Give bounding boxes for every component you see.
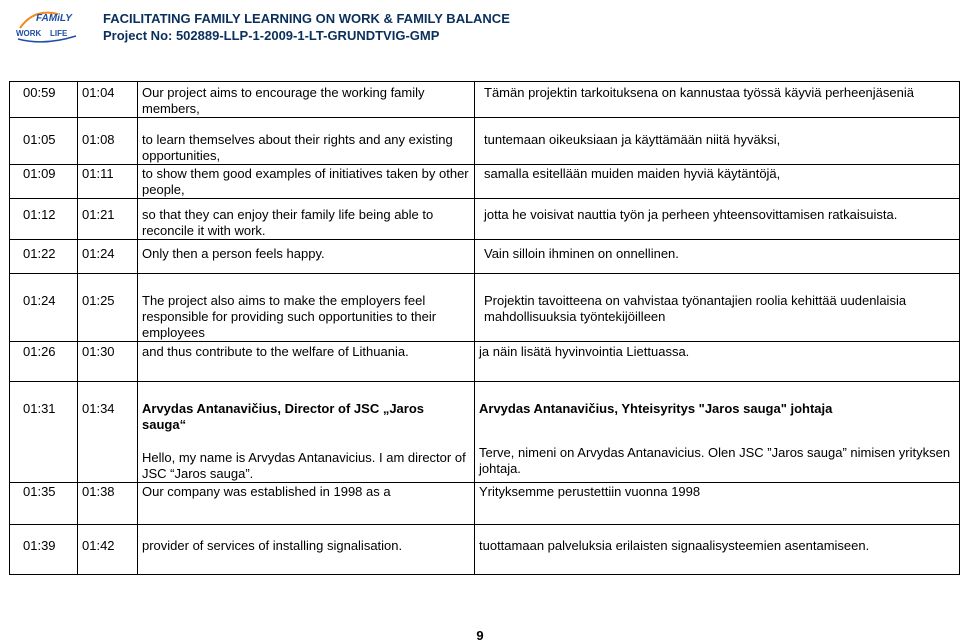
finnish-text: samalla esitellään muiden maiden hyviä käytäntöjä, [475, 165, 960, 199]
finnish-text: ja näin lisätä hyvinvointia Liettuassa. [475, 342, 960, 382]
end-time: 01:11 [78, 165, 138, 199]
start-time: 01:31 [10, 382, 78, 483]
end-time: 01:42 [78, 525, 138, 575]
table-row [10, 483, 960, 525]
table-row [10, 118, 960, 165]
svg-text:FAMiLY: FAMiLY [36, 13, 72, 24]
table-row [10, 165, 960, 199]
finnish-cell [475, 382, 960, 483]
english-text: and thus contribute to the welfare of Lithuania. [138, 342, 475, 382]
english-text: to show them good examples of initiatives taken by other people, [138, 165, 475, 199]
english-text: so that they can enjoy their family life being able to reconcile it with work. [138, 199, 475, 240]
finnish-text: Vain silloin ihminen on onnellinen. [475, 240, 960, 274]
start-time: 00:59 [10, 82, 78, 118]
speaker-name-en: Arvydas Antanavičius, Director of JSC „Jaros sauga“ [142, 401, 425, 432]
speaker-name-fi: Arvydas Antanavičius, Yhteisyritys "Jaros sauga" johtaja [479, 401, 833, 416]
start-time: 01:09 [10, 165, 78, 199]
table-row [10, 240, 960, 274]
end-time: 01:08 [78, 118, 138, 165]
end-time: 01:25 [78, 274, 138, 342]
finnish-text: Terve, nimeni on Arvydas Antanavicius. Olen JSC ”Jaros sauga” nimisen yrityksen johtaja. [479, 445, 951, 476]
end-time: 01:21 [78, 199, 138, 240]
english-cell [138, 382, 475, 483]
start-time: 01:35 [10, 483, 78, 525]
start-time: 01:24 [10, 274, 78, 342]
finnish-text: jotta he voisivat nauttia työn ja perheen yhteensovittamisen ratkaisuista. [475, 199, 960, 240]
finnish-text: Tämän projektin tarkoituksena on kannustaa työssä käyviä perheenjäseniä [475, 82, 960, 118]
english-text: to learn themselves about their rights and any existing opportunities, [138, 118, 475, 165]
project-number: Project No: 502889-LLP-1-2009-1-LT-GRUNDTVIG-GMP [103, 28, 440, 43]
end-time: 01:04 [78, 82, 138, 118]
start-time: 01:12 [10, 199, 78, 240]
document-title: FACILITATING FAMILY LEARNING ON WORK & FAMILY BALANCE [103, 11, 510, 26]
finnish-text: tuntemaan oikeuksiaan ja käyttämään niitä hyväksi, [475, 118, 960, 165]
table-row [10, 382, 960, 483]
start-time: 01:39 [10, 525, 78, 575]
finnish-text: Yrityksemme perustettiin vuonna 1998 [475, 483, 960, 525]
english-text: Hello, my name is Arvydas Antanavicius. I am director of JSC “Jaros sauga”. [142, 450, 466, 481]
end-time: 01:24 [78, 240, 138, 274]
table-row [10, 82, 960, 118]
family-work-life-logo [14, 6, 84, 46]
svg-text:WORK: WORK [16, 29, 42, 38]
finnish-text: tuottamaan palveluksia erilaisten signaalisysteemien asentamiseen. [475, 525, 960, 575]
page-number: 9 [476, 628, 484, 643]
english-text: Only then a person feels happy. [138, 240, 475, 274]
table-row [10, 342, 960, 382]
table-row [10, 199, 960, 240]
table-row [10, 525, 960, 575]
table-row [10, 274, 960, 342]
start-time: 01:22 [10, 240, 78, 274]
english-text: Our company was established in 1998 as a [138, 483, 475, 525]
english-text: Our project aims to encourage the working family members, [138, 82, 475, 118]
end-time: 01:30 [78, 342, 138, 382]
english-text: The project also aims to make the employers feel responsible for providing such opportunities to their employees [138, 274, 475, 342]
english-text: provider of services of installing signalisation. [138, 525, 475, 575]
svg-text:LIFE: LIFE [50, 29, 68, 38]
start-time: 01:05 [10, 118, 78, 165]
subtitle-table [9, 81, 960, 575]
end-time: 01:38 [78, 483, 138, 525]
finnish-text: Projektin tavoitteena on vahvistaa työnantajien roolia kehittää uudenlaisia mahdollisuuksia työntekijöilleen [475, 274, 960, 342]
end-time: 01:34 [78, 382, 138, 483]
start-time: 01:26 [10, 342, 78, 382]
page-header [0, 0, 960, 50]
